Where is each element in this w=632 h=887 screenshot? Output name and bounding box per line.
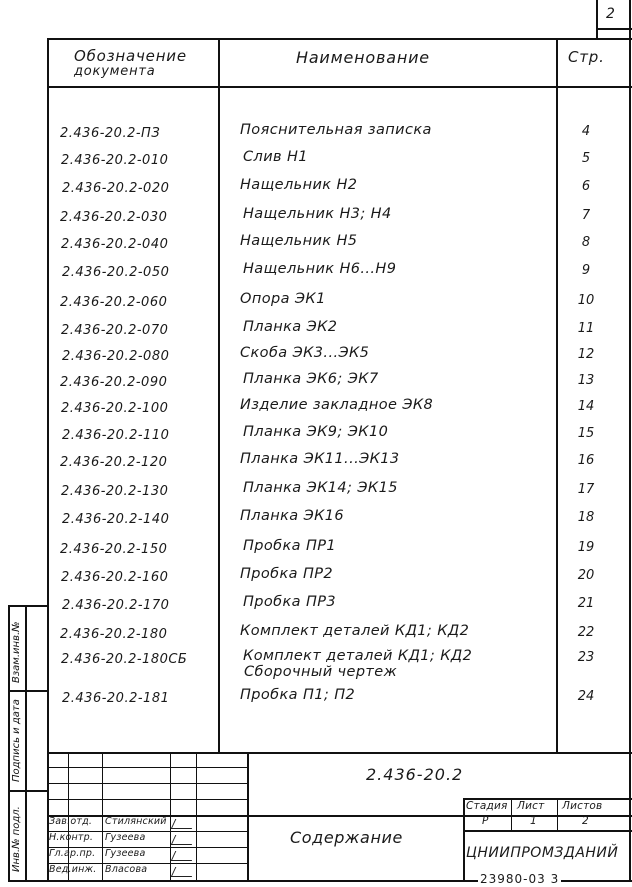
signature-scribble — [171, 835, 197, 845]
row-name: Планка ЭК2 — [243, 319, 338, 335]
row-code: 2.436-20.2-ПЗ — [60, 126, 161, 141]
row-code: 2.436-20.2-180 — [60, 627, 168, 642]
signature-scribble — [171, 851, 197, 861]
row-page: 4 — [581, 124, 591, 139]
frame-left — [47, 38, 49, 881]
row-name: Планка ЭК11...ЭК13 — [240, 451, 400, 467]
sheet-value: 1 — [530, 815, 537, 827]
row-page: 13 — [577, 373, 595, 388]
row-name: Планка ЭК9; ЭК10 — [243, 424, 389, 440]
title-block-top — [47, 752, 632, 754]
row-page: 11 — [577, 321, 595, 336]
row-page: 14 — [577, 399, 595, 414]
row-name: Нащельник Н2 — [240, 177, 358, 193]
stage-value: Р — [482, 815, 489, 827]
row-name: Планка ЭК14; ЭК15 — [243, 480, 398, 496]
row-page: 15 — [577, 426, 595, 441]
signature-name: Стилянский — [105, 816, 167, 827]
row-code: 2.436-20.2-150 — [60, 542, 168, 557]
row-code: 2.436-20.2-030 — [60, 210, 168, 225]
col-divider-2 — [556, 38, 558, 752]
row-name: Планка ЭК6; ЭК7 — [243, 371, 379, 387]
signature-scribble — [171, 867, 197, 877]
row-page: 19 — [577, 540, 595, 555]
side-label-vzam-inv: Взам.инв.№ — [11, 621, 22, 683]
row-name: Опора ЭК1 — [240, 291, 326, 307]
row-name: Пробка ПР3 — [243, 594, 337, 610]
row-code: 2.436-20.2-010 — [61, 153, 169, 168]
header-bottom-line — [47, 86, 632, 88]
row-page: 12 — [577, 347, 595, 362]
signature-role: Вед.инж. — [49, 864, 97, 875]
row-name: Нащельник Н6...Н9 — [243, 261, 397, 277]
row-name: Пробка П1; П2 — [240, 687, 356, 703]
row-code: 2.436-20.2-120 — [60, 455, 168, 470]
row-name: Изделие закладное ЭК8 — [240, 397, 434, 413]
signature-name: Гузеева — [105, 832, 146, 843]
row-page: 7 — [581, 208, 591, 223]
row-page: 22 — [577, 625, 595, 640]
side-label-inv-podl: Инв.№ подл. — [11, 806, 22, 872]
row-code: 2.436-20.2-080 — [62, 349, 170, 364]
sheets-value: 2 — [582, 815, 589, 827]
row-page: 23 — [577, 650, 595, 665]
frame-top — [47, 38, 632, 40]
row-name: Пояснительная записка — [240, 122, 432, 138]
row-page: 20 — [577, 568, 595, 583]
row-code: 2.436-20.2-070 — [61, 323, 169, 338]
header-page: Стр. — [568, 48, 605, 66]
row-name: Комплект деталей КД1; КД2 — [243, 648, 473, 664]
side-label-podpis-data: Подпись и дата — [11, 699, 22, 782]
row-code: 2.436-20.2-110 — [62, 428, 170, 443]
row-page: 24 — [577, 689, 595, 704]
row-code: 2.436-20.2-140 — [62, 512, 170, 527]
row-page: 18 — [577, 510, 595, 525]
row-code: 2.436-20.2-170 — [62, 598, 170, 613]
row-page: 21 — [577, 596, 595, 611]
row-code: 2.436-20.2-130 — [61, 484, 169, 499]
row-code: 2.436-20.2-090 — [60, 375, 168, 390]
row-page: 6 — [581, 179, 591, 194]
row-name: Нащельник Н3; Н4 — [243, 206, 392, 222]
row-page: 8 — [581, 235, 591, 250]
header-name: Наименование — [296, 48, 430, 67]
row-name: Планка ЭК16 — [240, 508, 345, 524]
row-page: 9 — [581, 263, 591, 278]
row-code: 2.436-20.2-060 — [60, 295, 168, 310]
row-name: Нащельник Н5 — [240, 233, 358, 249]
row-page: 17 — [577, 482, 595, 497]
frame-right — [629, 0, 631, 881]
row-code: 2.436-20.2-180СБ — [61, 652, 188, 667]
row-page: 16 — [577, 453, 595, 468]
signature-name: Гузеева — [105, 848, 146, 859]
row-page: 5 — [581, 151, 591, 166]
row-code: 2.436-20.2-020 — [62, 181, 170, 196]
row-name-second-line: Сборочный чертеж — [244, 664, 398, 680]
row-code: 2.436-20.2-181 — [62, 691, 170, 706]
signature-role: Зав.отд. — [49, 816, 93, 827]
row-name: Скоба ЭК3...ЭК5 — [240, 345, 370, 361]
col-divider-1 — [218, 38, 220, 752]
signature-role: Н.контр. — [49, 832, 94, 843]
sheet-label: Лист — [517, 800, 545, 812]
signature-scribble — [171, 819, 197, 829]
row-code: 2.436-20.2-040 — [61, 237, 169, 252]
stage-label: Стадия — [466, 800, 508, 812]
title-block-title: Содержание — [290, 828, 403, 847]
row-code: 2.436-20.2-160 — [61, 570, 169, 585]
signature-name: Власова — [105, 864, 148, 875]
sheets-label: Листов — [562, 800, 603, 812]
bottom-number: 23980-03 3 — [480, 872, 560, 886]
row-code: 2.436-20.2-100 — [61, 401, 169, 416]
organization: ЦНИИПРОМЗДАНИЙ — [466, 845, 619, 861]
row-name: Слив Н1 — [243, 149, 308, 165]
row-code: 2.436-20.2-050 — [62, 265, 170, 280]
header-designation: Обозначение документа — [74, 47, 187, 79]
signature-role: Гл.ар.пр. — [49, 848, 96, 859]
sheet-number: 2 — [606, 6, 615, 22]
title-block-doc-code: 2.436-20.2 — [366, 765, 464, 784]
row-name: Пробка ПР1 — [243, 538, 337, 554]
row-page: 10 — [577, 293, 595, 308]
row-name: Комплект деталей КД1; КД2 — [240, 623, 470, 639]
row-name: Пробка ПР2 — [240, 566, 334, 582]
